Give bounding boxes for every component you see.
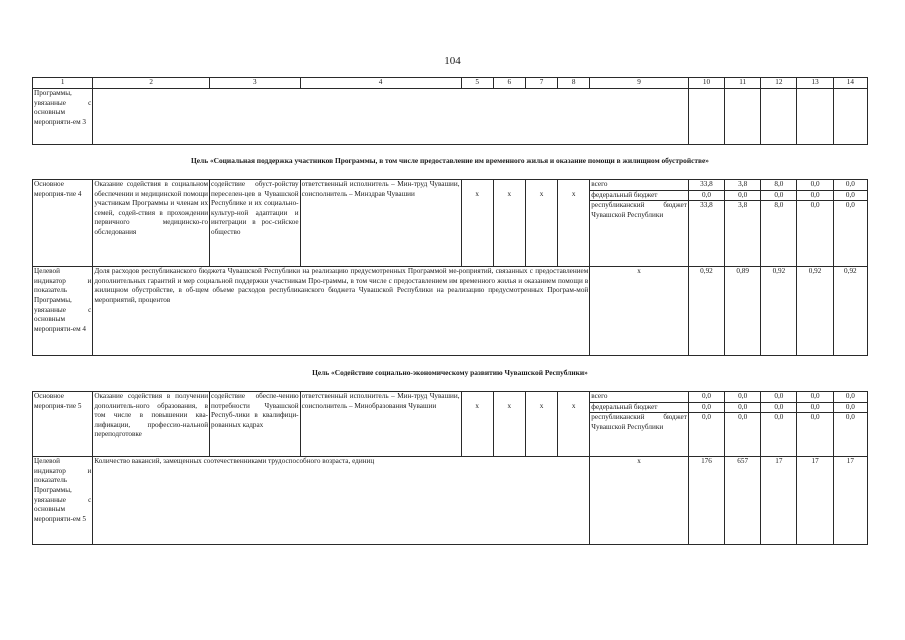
col-number: 8 — [558, 78, 590, 89]
col-number: 3 — [210, 78, 301, 89]
col-number: 14 — [833, 78, 867, 89]
value-cell: 0,0 — [797, 201, 833, 267]
code-cell: x — [525, 180, 557, 267]
value-cell: 0,0 — [833, 392, 867, 403]
value-cell: 0,0 — [761, 392, 797, 403]
goal-heading: Цель «Социальная поддержка участников Программы, в том числе предоставление им временного жилья и оказание помощи в жилищном обустройстве» — [191, 156, 709, 165]
funding-source: республиканский бюджет Чувашской Республики — [590, 201, 689, 267]
value-cell: 0,0 — [725, 413, 761, 457]
funding-source: федеральный бюджет — [590, 402, 689, 413]
table-row — [33, 267, 868, 356]
value-cell: 0,92 — [833, 267, 867, 356]
table-row — [33, 392, 868, 403]
col-number: 10 — [688, 78, 724, 89]
code-cell: x — [461, 392, 493, 457]
value-cell: 0,0 — [725, 402, 761, 413]
value-cell: 0,0 — [761, 413, 797, 457]
value-cell: 0,0 — [761, 402, 797, 413]
value-cell: 0,0 — [833, 190, 867, 201]
value-cell: 0,0 — [833, 413, 867, 457]
col-number: 7 — [525, 78, 557, 89]
col-number: 4 — [300, 78, 461, 89]
value-cell: 8,0 — [761, 180, 797, 191]
funding-source: федеральный бюджет — [590, 190, 689, 201]
value-cell: 0,0 — [688, 190, 724, 201]
value-cell: 657 — [725, 457, 761, 545]
responsible-executor: ответственный исполнитель – Мин-труд Чувашии, соисполнитель – Минобразования Чувашии — [300, 392, 461, 457]
table-row — [33, 89, 868, 145]
col-number: 13 — [797, 78, 833, 89]
value-cell: 33,8 — [688, 201, 724, 267]
indicator-label: Программы, увязанные с основным мероприяти-ем 3 — [33, 89, 93, 145]
value-cell: 0,0 — [688, 392, 724, 403]
value-cell: 0,0 — [688, 413, 724, 457]
col-number: 6 — [493, 78, 525, 89]
value-cell: 0,0 — [833, 402, 867, 413]
value-cell: 8,0 — [761, 201, 797, 267]
program-table-block4 — [32, 179, 868, 356]
code-cell: x — [558, 392, 590, 457]
indicator-description: Доля расходов республиканского бюджета Чувашской Республики на реализацию предусмотренных Программой ме-роприятий, связанных с предоставлением дополнительных гарантий и мер социальной поддержки участникам Про-граммы, в том числе с предоставлением им временного жилья и оказанием помощи в жилищном обустройстве, в об-щем объеме расходов республиканского бюджета Чувашской Республики на реализацию предусмотренных Програм-мой мероприятий, процентов — [93, 267, 590, 356]
code-cell: x — [558, 180, 590, 267]
col-number: 2 — [93, 78, 210, 89]
activity-label: Основное мероприя-тие 4 — [33, 180, 93, 267]
code-cell: x — [590, 457, 689, 545]
value-cell: 3,8 — [725, 201, 761, 267]
indicator-label: Целевой индикатор и показатель Программы, увязанные с основным мероприяти-ем 4 — [33, 267, 93, 356]
table-row — [33, 457, 868, 545]
page-number: 104 — [444, 55, 461, 67]
indicator-label: Целевой индикатор и показатель Программы, увязанные с основным мероприяти-ем 5 — [33, 457, 93, 545]
value-cell: 176 — [688, 457, 724, 545]
code-cell: x — [493, 392, 525, 457]
col-number: 12 — [761, 78, 797, 89]
value-cell: 0,0 — [797, 402, 833, 413]
value-cell: 0,0 — [797, 180, 833, 191]
responsible-executor: ответственный исполнитель – Мин-труд Чувашии, соисполнитель – Минздрав Чувашии — [300, 180, 461, 267]
activity-goal: содействие обеспе-чению потребности Чувашской Респуб-лики в квалифици-рованных кадрах — [210, 392, 301, 457]
activity-description: Оказание содействия в получении дополнитель-ного образования, в том числе в повышении ква-лификации, профессио-нальной переподготовке — [93, 392, 210, 457]
funding-source: всего — [590, 180, 689, 191]
value-cell: 0,89 — [725, 267, 761, 356]
code-cell: x — [493, 180, 525, 267]
goal-heading: Цель «Содействие социально-экономическому развитию Чувашской Республики» — [312, 368, 588, 377]
value-cell: 0,0 — [833, 180, 867, 191]
funding-source: республиканский бюджет Чувашской Республики — [590, 413, 689, 457]
table-row — [33, 180, 868, 191]
program-table-block5 — [32, 391, 868, 545]
code-cell: x — [461, 180, 493, 267]
code-cell: x — [525, 392, 557, 457]
value-cell: 17 — [761, 457, 797, 545]
value-cell: 33,8 — [688, 180, 724, 191]
value-cell: 0,92 — [688, 267, 724, 356]
program-table-top — [32, 77, 868, 145]
col-number: 9 — [590, 78, 689, 89]
indicator-description: Количество вакансий, замещенных соотечественниками трудоспособного возраста, единиц — [93, 457, 590, 545]
activity-description: Оказание содействия в социальном обеспечении и медицинской помощи участникам Программы и членам их семей, содей-ствия в прохождении первичного медицинско-го обследования — [93, 180, 210, 267]
value-cell: 0,0 — [725, 392, 761, 403]
value-cell: 0,92 — [797, 267, 833, 356]
code-cell: x — [590, 267, 689, 356]
value-cell: 17 — [797, 457, 833, 545]
value-cell: 3,8 — [725, 180, 761, 191]
col-number: 1 — [33, 78, 93, 89]
value-cell: 0,0 — [688, 402, 724, 413]
value-cell: 0,0 — [797, 190, 833, 201]
col-number: 11 — [725, 78, 761, 89]
activity-goal: содействие обуст-ройству переселен-цев в Чувашской Республике и их социально-культур-ной адаптации и интеграции в рос-сийское общество — [210, 180, 301, 267]
value-cell: 0,0 — [833, 201, 867, 267]
activity-label: Основное мероприя-тие 5 — [33, 392, 93, 457]
col-number: 5 — [461, 78, 493, 89]
value-cell: 17 — [833, 457, 867, 545]
value-cell: 0,0 — [761, 190, 797, 201]
value-cell: 0,0 — [797, 392, 833, 403]
value-cell: 0,0 — [797, 413, 833, 457]
value-cell: 0,0 — [725, 190, 761, 201]
value-cell: 0,92 — [761, 267, 797, 356]
funding-source: всего — [590, 392, 689, 403]
column-number-row — [33, 78, 868, 89]
